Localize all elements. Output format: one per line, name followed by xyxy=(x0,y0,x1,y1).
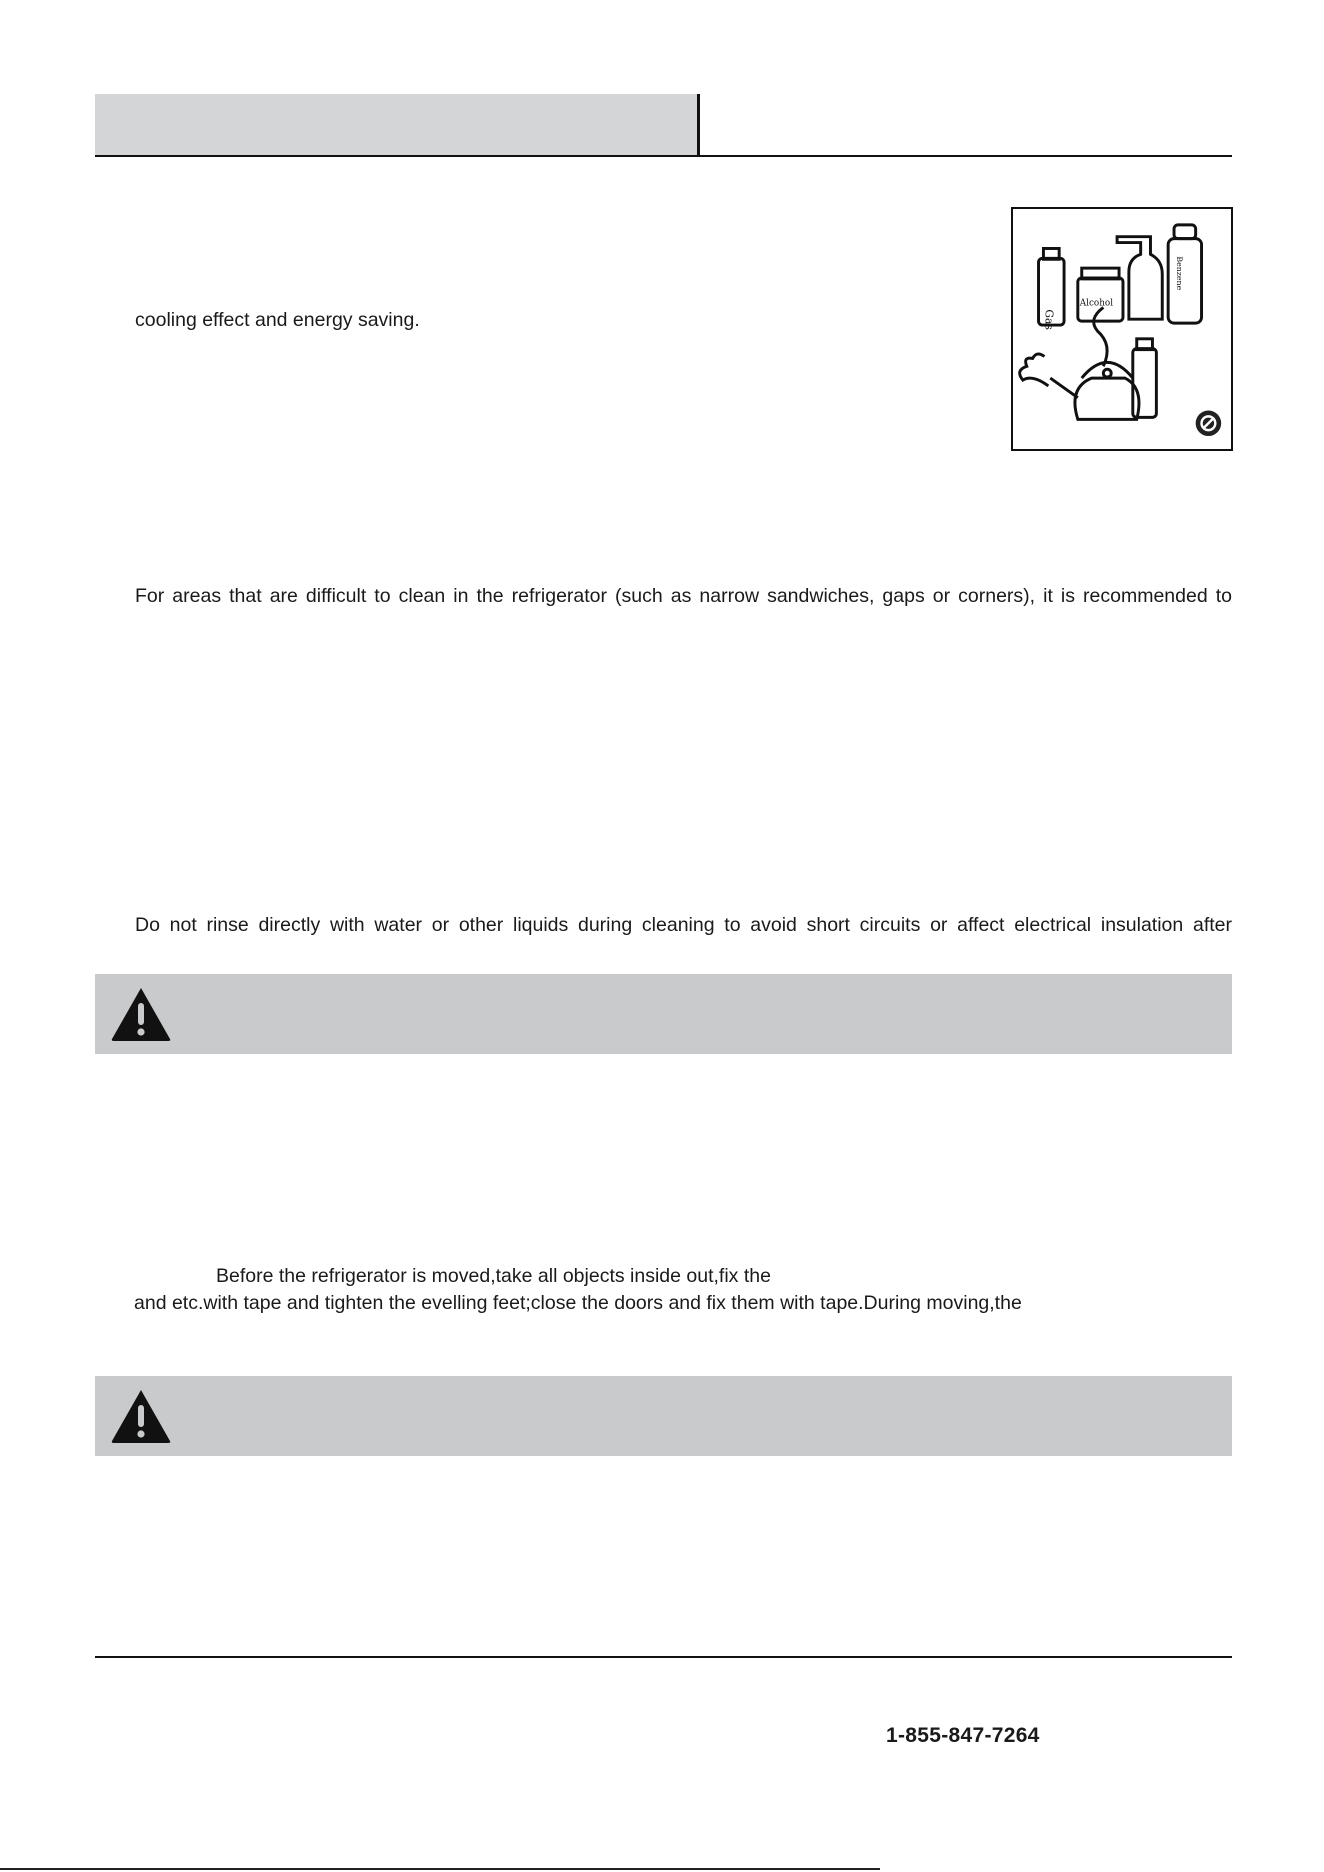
bottle-label-alcohol: Alcohol xyxy=(1079,298,1114,309)
header-rule xyxy=(95,155,1232,157)
section-header-bar xyxy=(95,94,699,155)
warning-triangle-icon xyxy=(109,1387,173,1445)
moving-text-line-2: and etc.with tape and tighten the evelling feet;close the doors and fix them with tape.During moving,the xyxy=(134,1292,1022,1314)
cleaning-chemicals-prohibited-icon xyxy=(1011,207,1233,451)
no-symbol-icon xyxy=(1196,411,1222,437)
header-divider xyxy=(697,94,700,157)
bottle-label-gas: Gas xyxy=(1042,309,1056,330)
warning-band xyxy=(95,1376,1232,1456)
warning-triangle-icon xyxy=(109,985,173,1043)
footer-rule xyxy=(95,1656,1232,1658)
warning-band xyxy=(95,974,1232,1054)
difficult-areas-text: For areas that are difficult to clean in the refrigerator (such as narrow sandwiches, gaps or corners), it is recommended to xyxy=(135,585,1232,607)
bottle-label-benzene: Benzene xyxy=(1174,256,1184,291)
moving-text-line-1: Before the refrigerator is moved,take all objects inside out,fix the xyxy=(216,1265,771,1287)
page-bottom-rule xyxy=(0,1868,880,1870)
cooling-text: cooling effect and energy saving. xyxy=(135,309,420,331)
support-phone-number: 1-855-847-7264 xyxy=(886,1724,1040,1747)
no-rinse-text: Do not rinse directly with water or other liquids during cleaning to avoid short circuits or affect electrical insulation after xyxy=(135,914,1232,936)
